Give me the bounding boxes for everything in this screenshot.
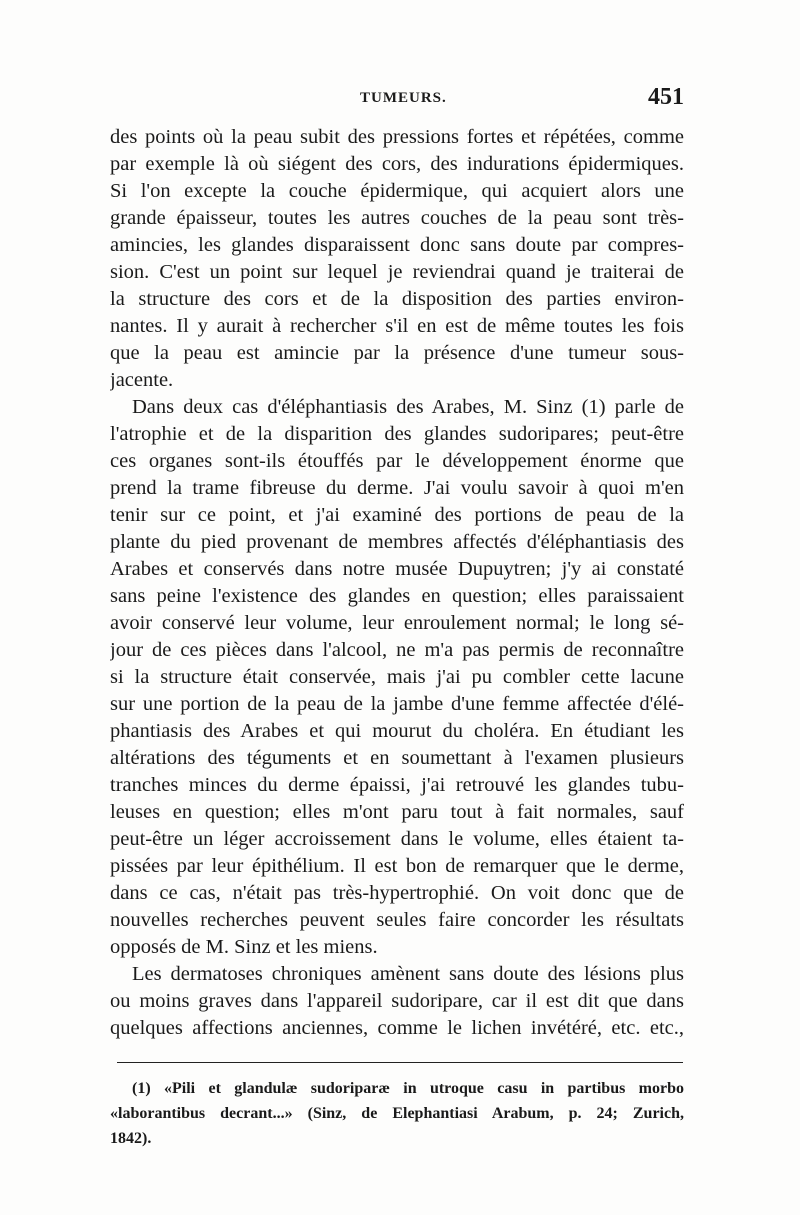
text-line: plante du pied provenant de membres affectés d'éléphantiasis des (110, 531, 684, 553)
text-line: nouvelles recherches peuvent seules faire concorder les résultats (110, 909, 684, 931)
text-line: Les dermatoses chroniques amènent sans doute des lésions plus (132, 963, 684, 985)
text-line: nantes. Il y aurait à rechercher s'il en est de même toutes les fois (110, 315, 684, 337)
text-line: quelques affections anciennes, comme le lichen invétéré, etc. etc., (110, 1017, 684, 1039)
text-line: par exemple là où siégent des cors, des indurations épidermiques. (110, 153, 684, 175)
text-line: pissées par leur épithélium. Il est bon de remarquer que le derme, (110, 855, 684, 877)
text-line: grande épaisseur, toutes les autres couches de la peau sont très- (110, 207, 684, 229)
text-line: ou moins graves dans l'appareil sudoripare, car il est dit que dans (110, 990, 684, 1012)
text-line: tenir sur ce point, et j'ai examiné des portions de peau de la (110, 504, 684, 526)
text-line: sans peine l'existence des glandes en question; elles paraissaient (110, 585, 684, 607)
text-line: si la structure était conservée, mais j'ai pu combler cette lacune (110, 666, 684, 688)
running-title: TUMEURS. (360, 90, 447, 106)
footnote-line: 1842). (110, 1130, 152, 1147)
text-line: dans ce cas, n'était pas très-hypertrophié. On voit donc que de (110, 882, 684, 904)
text-line: prend la trame fibreuse du derme. J'ai voulu savoir à quoi m'en (110, 477, 684, 499)
text-line: phantiasis des Arabes et qui mourut du choléra. En étudiant les (110, 720, 684, 742)
footnote-rule (117, 1062, 683, 1063)
text-line: Dans deux cas d'éléphantiasis des Arabes, M. Sinz (1) parle de (132, 396, 684, 418)
footnote-line: «laborantibus decrant...» (Sinz, de Elephantiasi Arabum, p. 24; Zurich, (110, 1105, 684, 1122)
footnote-line: (1) «Pili et glandulæ sudoriparæ in utroque casu in partibus morbo (132, 1080, 684, 1097)
page-header (110, 84, 684, 118)
text-line: jour de ces pièces dans l'alcool, ne m'a pas permis de reconnaître (110, 639, 684, 661)
text-line: des points où la peau subit des pressions fortes et répétées, comme (110, 126, 684, 148)
text-line: Si l'on excepte la couche épidermique, qui acquiert alors une (110, 180, 684, 202)
page-number: 451 (648, 84, 684, 110)
text-line: la structure des cors et de la disposition des parties environ- (110, 288, 684, 310)
text-line: sion. C'est un point sur lequel je reviendrai quand je traiterai de (110, 261, 684, 283)
text-line: ces organes sont-ils étouffés par le développement énorme que (110, 450, 684, 472)
text-line: peut-être un léger accroissement dans le volume, elles étaient ta- (110, 828, 684, 850)
footnotes (110, 1076, 684, 1151)
text-line: amincies, les glandes disparaissent donc sans doute par compres- (110, 234, 684, 256)
text-line: opposés de M. Sinz et les miens. (110, 936, 378, 958)
text-line: sur une portion de la peau de la jambe d'une femme affectée d'élé- (110, 693, 684, 715)
text-line: leuses en question; elles m'ont paru tout à fait normales, sauf (110, 801, 684, 823)
text-line: que la peau est amincie par la présence d'une tumeur sous- (110, 342, 684, 364)
text-line: l'atrophie et de la disparition des glandes sudoripares; peut-être (110, 423, 684, 445)
text-line: altérations des téguments et en soumettant à l'examen plusieurs (110, 747, 684, 769)
text-line: tranches minces du derme épaissi, j'ai retrouvé les glandes tubu- (110, 774, 684, 796)
text-line: avoir conservé leur volume, leur enroulement normal; le long sé- (110, 612, 684, 634)
body-text (110, 124, 684, 1042)
text-line: jacente. (110, 369, 174, 391)
text-line: Arabes et conservés dans notre musée Dupuytren; j'y ai constaté (110, 558, 684, 580)
